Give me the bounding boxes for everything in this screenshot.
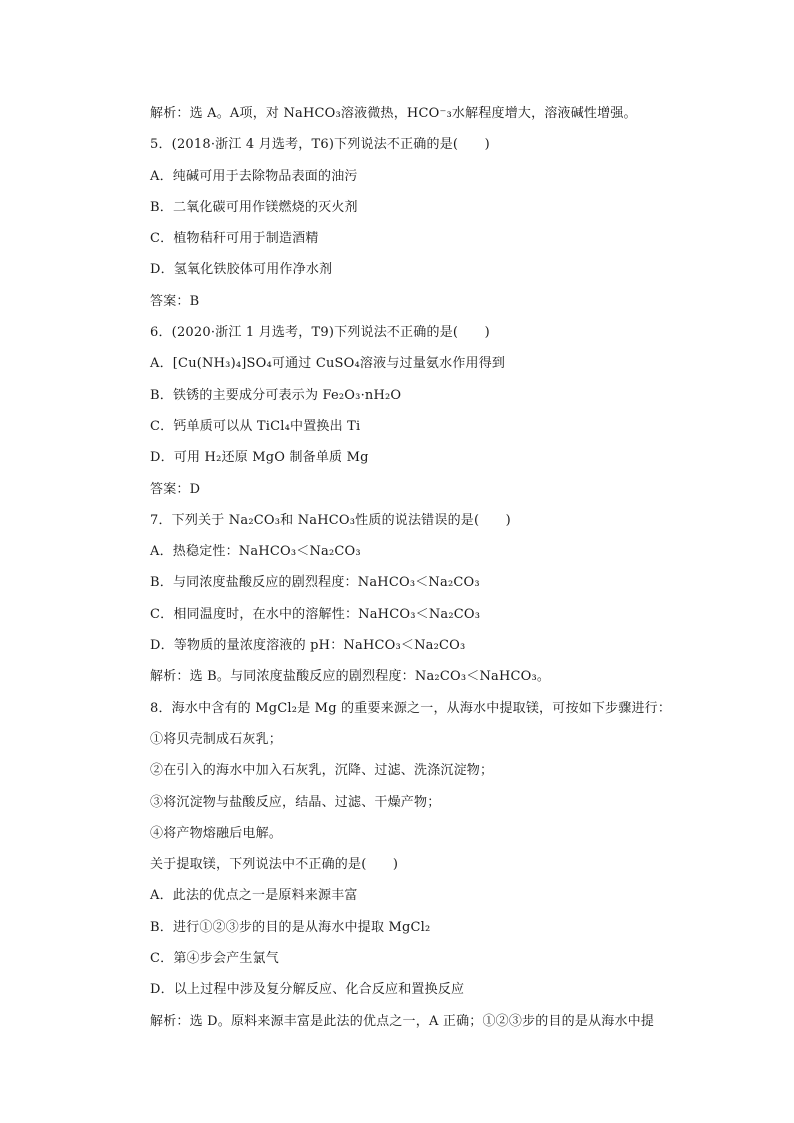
question-8-prompt: 关于提取镁，下列说法中不正确的是( ) bbox=[150, 857, 399, 873]
question-8-step-2: ②在引入的海水中加入石灰乳，沉降、过滤、洗涤沉淀物； bbox=[150, 763, 494, 779]
question-8-step-1: ①将贝壳制成石灰乳； bbox=[150, 731, 283, 747]
question-8-option-b: B．进行①②③步的目的是从海水中提取 MgCl₂ bbox=[150, 919, 431, 935]
question-7-option-d: D．等物质的量浓度溶液的 pH：NaHCO₃＜Na₂CO₃ bbox=[150, 638, 466, 654]
question-6-answer: 答案：D bbox=[150, 481, 201, 497]
question-5-answer: 答案：B bbox=[150, 293, 200, 309]
question-8-option-a: A．此法的优点之一是原料来源丰富 bbox=[150, 888, 358, 904]
analysis-line: 解析：选 A。A项，对 NaHCO₃溶液微热，HCO⁻₃水解程度增大，溶液碱性增强。 bbox=[150, 106, 637, 121]
question-6-option-d: D．可用 H₂还原 MgO 制备单质 Mg bbox=[150, 450, 369, 466]
question-8-analysis: 解析：选 D。原料来源丰富是此法的优点之一，A 正确；①②③步的目的是从海水中提 bbox=[150, 1013, 655, 1029]
question-6-stem: 6．(2020·浙江 1 月选考，T9)下列说法不正确的是( ) bbox=[150, 325, 490, 341]
question-8-option-d: D．以上过程中涉及复分解反应、化合反应和置换反应 bbox=[150, 982, 465, 998]
question-5-option-d: D．氢氧化铁胶体可用作净水剂 bbox=[150, 262, 333, 278]
question-6-option-a: A．[Cu(NH₃)₄]SO₄可通过 CuSO₄溶液与过量氨水作用得到 bbox=[150, 356, 506, 372]
question-6-option-c: C．钙单质可以从 TiCl₄中置换出 Ti bbox=[150, 418, 361, 434]
document-page bbox=[150, 98, 690, 1037]
question-5-stem: 5．(2018·浙江 4 月选考，T6)下列说法不正确的是( ) bbox=[150, 137, 490, 153]
question-7-option-a: A．热稳定性：NaHCO₃＜Na₂CO₃ bbox=[150, 544, 361, 560]
question-7-stem: 7．下列关于 Na₂CO₃和 NaHCO₃性质的说法错误的是( ) bbox=[150, 512, 511, 528]
question-5-option-c: C．植物秸秆可用于制造酒精 bbox=[150, 231, 319, 247]
question-5-option-b: B．二氧化碳可用作镁燃烧的灭火剂 bbox=[150, 199, 358, 215]
question-8-stem: 8．海水中含有的 MgCl₂是 Mg 的重要来源之一，从海水中提取镁，可按如下步骤进行： bbox=[150, 700, 672, 716]
question-8-option-c: C．第④步会产生氯气 bbox=[150, 951, 279, 967]
question-7-option-c: C．相同温度时，在水中的溶解性：NaHCO₃＜Na₂CO₃ bbox=[150, 606, 481, 622]
question-5-option-a: A．纯碱可用于去除物品表面的油污 bbox=[150, 168, 358, 184]
question-8-step-4: ④将产物熔融后电解。 bbox=[150, 825, 283, 841]
question-6-option-b: B．铁锈的主要成分可表示为 Fe₂O₃·nH₂O bbox=[150, 387, 402, 403]
question-8-step-3: ③将沉淀物与盐酸反应，结晶、过滤、干燥产物； bbox=[150, 794, 441, 810]
question-7-analysis: 解析：选 B。与同浓度盐酸反应的剧烈程度：Na₂CO₃＜NaHCO₃。 bbox=[150, 669, 551, 685]
question-7-option-b: B．与同浓度盐酸反应的剧烈程度：NaHCO₃＜Na₂CO₃ bbox=[150, 575, 480, 591]
